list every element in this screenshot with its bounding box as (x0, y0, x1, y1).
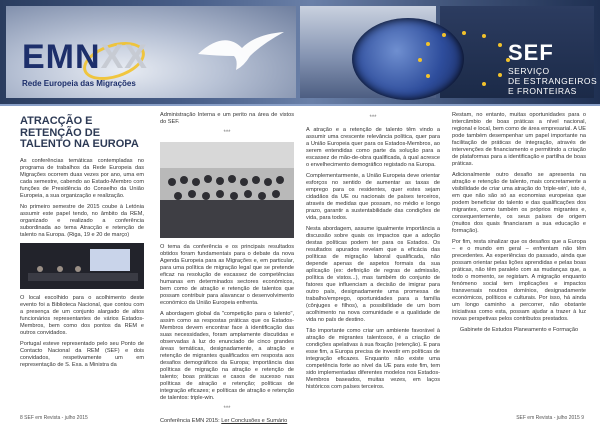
bird-icon (196, 26, 286, 72)
article-title: ATRACÇÃO E RETENÇÃO DE TALENTO NA EUROPA (20, 115, 139, 150)
paragraph: Portugal esteve representado pelo seu Ponto de Contacto Nacional da REM (SEF) e dois convidados, respetivamente um em representação de S. Exa. a Ministra da (20, 340, 144, 368)
footer-right: SEF em Revista - julho 2015 9 (516, 415, 584, 421)
sef-name-line-2: DE ESTRANGEIROS (508, 76, 598, 86)
sef-name-line-3: E FRONTEIRAS (508, 86, 577, 96)
paragraph: Administração Interna e um perito na área de vistos do SEF. (160, 112, 294, 125)
section-separator: *** (223, 130, 231, 136)
conclusions-link[interactable]: Ler Conclusões e Sumário (221, 418, 288, 424)
paragraph: A atração e a retenção de talento têm vindo a assumir uma crescente relevância política, quer para a União Europeia quer para os Estados-Membros, ao serem entendidas como parte da solução para a escassez de mão-de-obra qualificada, à qual acresce o envelhecimento demográfico registado na Europa. (306, 127, 440, 168)
paragraph: Nesta abordagem, assume igualmente importância a discussão sobre quais os impactos que a adoção destas políticas podem ter para os Estados. Os resultados apurados revelam que a eficácia das políticas de migração laboral qualificada, não depende apenas de aspetos formais da sua aplicação (ex: definição de regras de admissão, política de vistos...), mas também do conjunto de fatores que influenciam a decisão de imigrar para outro país, designadamente uma promessa de trabalho/emprego, oportunidades para a família (cônjuges e filhos), a possibilidade de um bom acolhimento na nova comunidade e a qualidade de vida no país de destino. (306, 226, 440, 323)
emn-tagline: Rede Europeia das Migrações (22, 79, 136, 88)
header-banner (0, 0, 600, 104)
conclusions-prefix: Conferência EMN 2015: (160, 418, 220, 424)
paragraph: Complementarmente, a União Europeia deve orientar esforços no sentido de aumentar as taxas de emprego para os residentes, quer estes sejam cidadãos da UE ou nacionais de países terceiros, através de medidas que possam, no médio e longo prazo, garantir a sustentabilidade das condições de vida, para todos. (306, 173, 440, 221)
paragraph: Adicionalmente outro desafio se apresenta na atração e retenção de talento, mais concretamente a visibilidade de criar uma atração do 'triple-win', isto é, em que não são só as economias europeias que podem beneficiar do talento e das qualificações dos migrantes, como também os próprios migrantes e, consequentemente, os seus países de origem (muitos dos quais financiaram a sua educação e formação). (452, 172, 586, 234)
paragraph: Restam, no entanto, muitas oportunidades para o intercâmbio de boas práticas a nível nacional, regional e local, bem como de área empresarial. A UE pode também desempenhar um papel importante na facilitação de práticas de integração, através de intervenções de financiamento e permitindo a criação de plataformas para a identificação e partilha de boas práticas. (452, 112, 586, 167)
column-1 (20, 112, 144, 373)
conference-stage-photo (20, 243, 144, 289)
header-divider (0, 104, 600, 106)
paragraph: Tão importante como criar um ambiente favorável à atração de migrantes talentosos, é a criação de condições apelativas à sua fixação (retenção). E para esse fim, a Europa precisa de investir em políticas de integração eficazes. Enquanto não existe uma competência forte ao nível da UE para este fim, tem sido implementadas diferentes modelos nos Estados-Membros baseados, muitas vezes, em laços históricos com países terceiros. (306, 328, 440, 390)
paragraph: As conferências temáticas contempladas no programa de trabalhos da Rede Europeia das Migrações ocorrem duas vezes por ano, uma em cada semestre, cabendo ao Estado-Membro com funções de Presidência do Conselho da União Europeia, a sua organização e realização. (20, 157, 144, 199)
paragraph-bold: A abordagem global da "competição para o talento", assim como as respostas práticas que os Estados-Membros devem encontrar face à identificação das suas necessidades, foram amplamente discutidas e observadas à luz do enunciado de cinco grandes áreas temáticas, designadamente, a atração e retenção de migrantes qualificados em resposta aos desafios demográficos da Europa; importância das políticas de migração na atração e retenção de talento; boas práticas e casos de sucesso nas políticas de atração e retenção; políticas de integração eficazes; e políticas de atração e retenção de talentos: triple-win. (160, 311, 294, 401)
section-separator: *** (369, 115, 377, 121)
footer-left: 8 SEF em Revista - julho 2015 (20, 415, 88, 421)
column-4 (452, 112, 586, 338)
sef-name-line-1: SERVIÇO (508, 66, 550, 76)
paragraph: Por fim, resta sinalizar que os desafios que a Europa – e o mundo em geral – enfrentam não têm precedentes. As experiências do passado, ainda que possam orientar pelas lições aprendidas e pelas boas práticas, não têm paralelo com as mudanças que, a todo o momento, se registam. A migração enquanto fenómeno social tem implicações e impactos transversais noutros domínios, designadamente económicos, políticos e culturais. Por isso, há ainda um longo caminho a percorrer, não obstante iniciativas como esta, possam ajudar a trazer à luz novas perspetivas pelos contributos prestados. (452, 239, 586, 322)
emn-logo: EMNXX (22, 38, 148, 76)
group-photo (160, 142, 294, 238)
column-2 (160, 112, 294, 429)
paragraph: No primeiro semestre de 2015 coube à Letónia assumir este papel tendo, no âmbito da REM, organizado e realizado a conferência subordinada ao tema Atracção e retenção de talento na Europa. (Riga, 19 e 20 de março) (20, 203, 144, 238)
column-3 (306, 112, 440, 395)
section-separator: *** (223, 406, 231, 412)
paragraph: O local escolhido para o acolhimento deste evento foi a Biblioteca Nacional, que contou com a presença de um conjunto alargado de altos funcionários representantes de vários Estados-Membros, bem como dos pontos da REM e outros convidados. (20, 294, 144, 336)
signoff: Gabinete de Estudos Planeamento e Formação (459, 327, 579, 333)
sef-logo-block (508, 40, 597, 96)
sef-logo: SEF (508, 40, 554, 65)
paragraph: O tema da conferência e os principais resultados obtidos foram fundamentais para o debate da nova Agenda Europeia para as Migrações e, em particular, para uma política de migração legal que se pretende eficaz na resolução de escassez de competências humanas em determinados sectores económicos, bem como de atração e retenção de talentos que possam contribuir para alavancar o desenvolvimento económico da União Europeia enfrenta. (160, 244, 294, 306)
